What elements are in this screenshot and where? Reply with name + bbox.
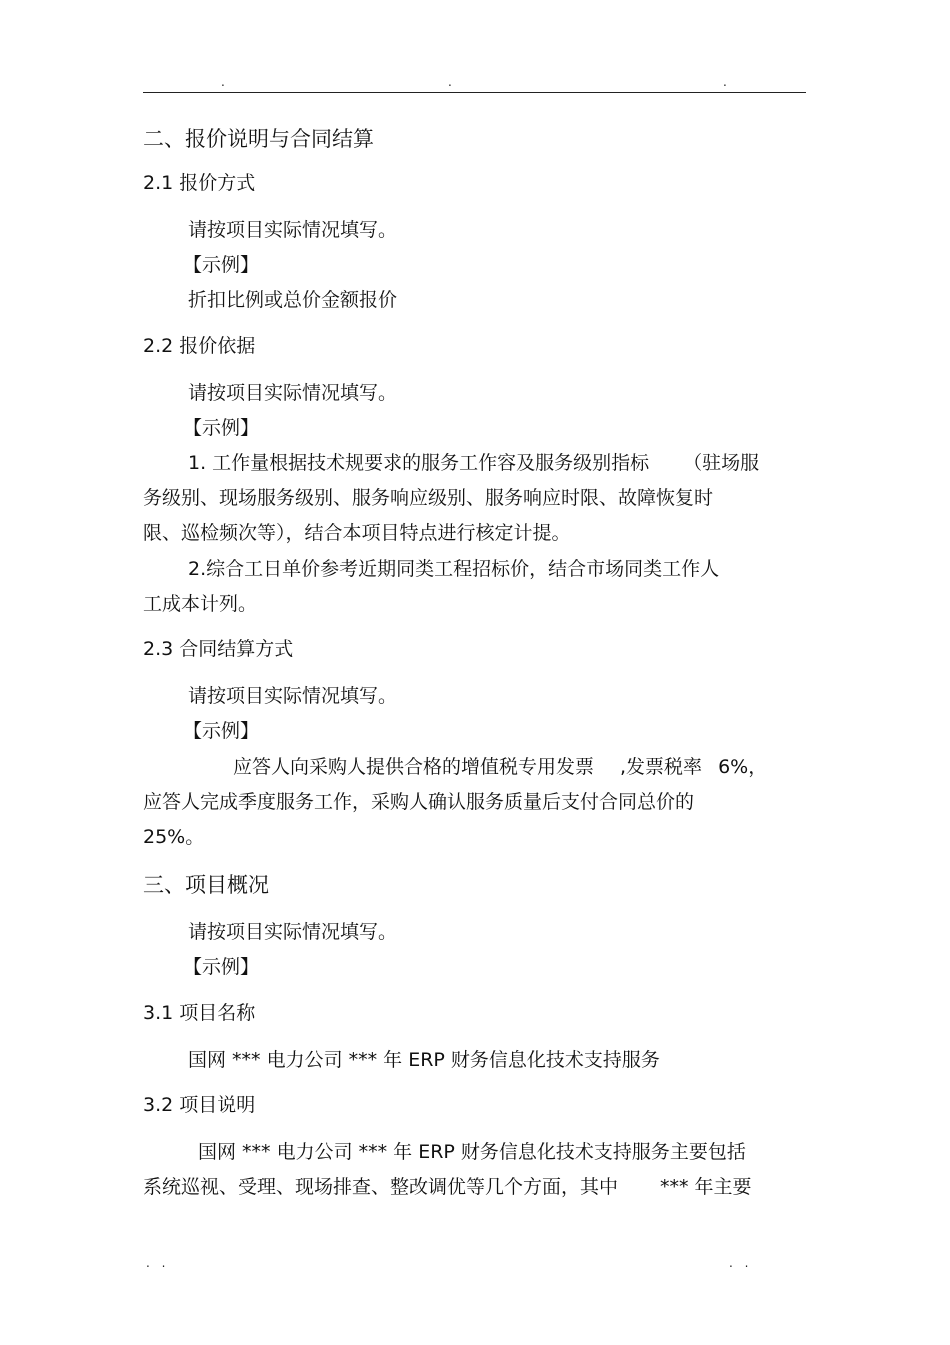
item-1-line-1-text: 1. 工作量根据技术规要求的服务工作容及服务级别指标 [188, 452, 650, 474]
header-rule [143, 92, 806, 93]
footer-dots-right: . . [729, 1256, 753, 1270]
example-label-3: 【示例】 [183, 956, 260, 978]
paragraph-2-1-instruction: 请按项目实际情况填写。 [188, 219, 398, 241]
footer-dots-left: . . [146, 1256, 170, 1270]
paragraph-3-instruction: 请按项目实际情况填写。 [188, 921, 398, 943]
settlement-line-2: 应答人完成季度服务工作，采购人确认服务质量后支付合同总价的 [143, 791, 695, 813]
settlement-line-3: 25%。 [143, 826, 205, 848]
heading-3-1: 3.1 项目名称 [143, 1002, 256, 1024]
item-1-line-1 [188, 451, 759, 475]
project-description-line-2-tail: *** 年主要 [660, 1176, 752, 1198]
project-name: 国网 *** 电力公司 *** 年 ERP 财务信息化技术支持服务 [188, 1049, 660, 1071]
project-description-line-1: 国网 *** 电力公司 *** 年 ERP 财务信息化技术支持服务主要包括 [198, 1141, 746, 1163]
heading-2-2: 2.2 报价依据 [143, 335, 256, 357]
example-label-2-3: 【示例】 [183, 720, 260, 742]
section-3-title: 三、项目概况 [143, 873, 269, 897]
heading-3-2: 3.2 项目说明 [143, 1094, 256, 1116]
paragraph-2-3-instruction: 请按项目实际情况填写。 [188, 685, 398, 707]
heading-2-3: 2.3 合同结算方式 [143, 638, 294, 660]
settlement-line-1-text: 应答人向采购人提供合格的增值税专用发票 [233, 756, 595, 778]
item-1-line-1-tail: （驻场服 [683, 452, 760, 474]
header-dot-center: . [448, 75, 452, 89]
item-2-line-2: 工成本计列。 [143, 593, 258, 615]
settlement-line-1 [233, 755, 767, 779]
paragraph-2-1-example: 折扣比例或总价金额报价 [188, 289, 398, 311]
paragraph-2-2-instruction: 请按项目实际情况填写。 [188, 382, 398, 404]
item-1-line-3: 限、巡检频次等），结合本项目特点进行核定计提。 [143, 522, 571, 544]
project-description-line-2-text: 系统巡视、受理、现场排查、整改调优等几个方面，其中 [143, 1176, 619, 1198]
example-label-2-2: 【示例】 [183, 417, 260, 439]
item-2-line-1: 2.综合工日单价参考近期同类工程招标价，结合市场同类工作人 [188, 558, 720, 580]
settlement-line-1-rate-label: ,发票税率 [620, 756, 703, 778]
settlement-line-1-rate: 6%， [718, 756, 768, 778]
item-1-line-2: 务级别、现场服务级别、服务响应级别、服务响应时限、故障恢复时 [143, 487, 714, 509]
project-description-line-2 [143, 1175, 752, 1199]
header-dot-left: . [221, 75, 225, 89]
section-2-title: 二、报价说明与合同结算 [143, 127, 374, 151]
heading-2-1: 2.1 报价方式 [143, 172, 256, 194]
header-dot-right: . [723, 75, 727, 89]
example-label-2-1: 【示例】 [183, 254, 260, 276]
